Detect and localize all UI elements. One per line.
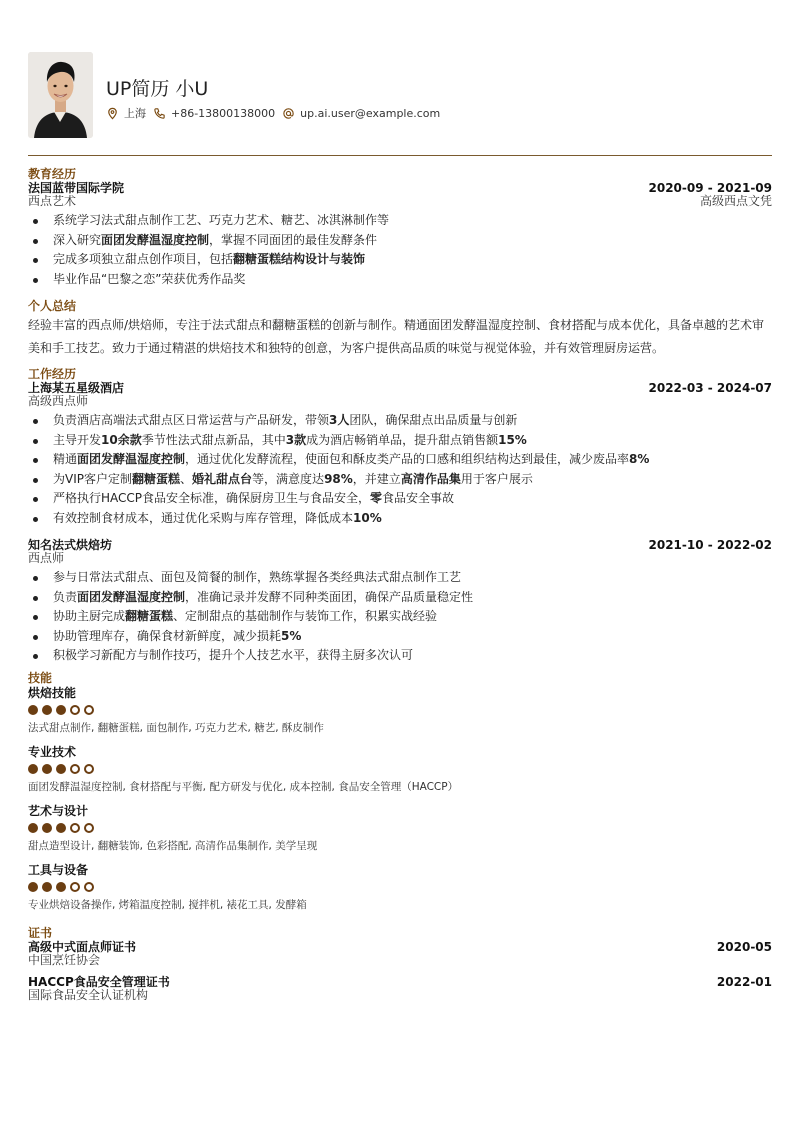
education-head bbox=[28, 181, 772, 195]
text-run: 成为酒店畅销单品，提升甜点销售额 bbox=[306, 432, 499, 447]
skill-name: 艺术与设计 bbox=[28, 804, 89, 818]
job-bullets bbox=[28, 568, 772, 666]
rating-dot-filled bbox=[28, 882, 38, 892]
summary-text: 经验丰富的西点师/烘焙师，专注于法式甜点和翻糖蛋糕的创新与制作。精通面团发酵温湿度控制、食材搭配与成本优化，具备卓越的艺术审美和手工技艺。致力于通过精湛的烘焙技术和独特的创意，为客户提供高品质的味觉与视觉体验，并有效管理厨房运营。 bbox=[28, 318, 765, 355]
rating-dot-empty bbox=[70, 882, 80, 892]
bold-text: 翻糖蛋糕结构设计与装饰 bbox=[233, 252, 366, 266]
rating-dot-filled bbox=[28, 764, 38, 774]
education-dates: 2020-09 - 2021-09 bbox=[648, 181, 772, 195]
text-run: 深入研究 bbox=[53, 232, 102, 247]
skills-title: 技能 bbox=[28, 671, 53, 685]
certificate-head bbox=[28, 940, 772, 954]
bold-text: 5% bbox=[281, 628, 302, 643]
text-run: 等，满意度达 bbox=[252, 471, 325, 486]
at-sign-icon bbox=[282, 107, 295, 120]
text-run: 参与日常法式甜点、面包及简餐的制作，熟练掌握各类经典法式甜点制作工艺 bbox=[53, 570, 462, 584]
job-sub bbox=[28, 552, 772, 565]
list-item bbox=[28, 489, 772, 509]
education-sub bbox=[28, 195, 772, 208]
certificates-title: 证书 bbox=[28, 926, 53, 940]
resume-header bbox=[28, 52, 772, 142]
email-text: up.ai.user@example.com bbox=[300, 106, 441, 120]
skill-rating bbox=[28, 882, 772, 892]
rating-dot-filled bbox=[42, 823, 52, 833]
company-name: 知名法式烘焙坊 bbox=[28, 538, 113, 552]
list-item bbox=[28, 588, 772, 608]
bold-text: 3款 bbox=[285, 432, 307, 447]
certificate-head bbox=[28, 975, 772, 989]
skill-keywords: 甜点造型设计, 翻糖装饰, 色彩搭配, 高清作品集制作, 美学呈现 bbox=[28, 840, 318, 852]
bold-text: 婚礼甜点台 bbox=[192, 471, 253, 486]
text-run: 食品安全事故 bbox=[382, 491, 455, 505]
skills-list bbox=[28, 685, 772, 912]
rating-dot-filled bbox=[56, 882, 66, 892]
education-degree: 高级西点文凭 bbox=[699, 194, 772, 208]
skill-rating bbox=[28, 705, 772, 715]
header-divider bbox=[28, 155, 772, 156]
bold-text: 8% bbox=[629, 452, 650, 466]
text-run: 为VIP客户定制 bbox=[53, 471, 132, 486]
text-run: 严格执行HACCP食品安全标准，确保厨房卫生与食品安全， bbox=[53, 491, 371, 505]
certificate-date: 2022-01 bbox=[716, 975, 772, 989]
text-run: ，并建立 bbox=[352, 471, 401, 486]
rating-dot-filled bbox=[28, 823, 38, 833]
certificate-entry bbox=[28, 940, 772, 967]
text-run: 季节性法式甜点新品，其中 bbox=[141, 432, 286, 447]
school-name: 法国蓝带国际学院 bbox=[28, 181, 125, 195]
education-bullets bbox=[28, 211, 772, 289]
text-run: 负责酒店高端法式甜点区日常运营与产品研发，带领 bbox=[53, 413, 330, 427]
certificate-name: HACCP食品安全管理证书 bbox=[28, 975, 170, 989]
rating-dot-empty bbox=[84, 705, 94, 715]
text-run: 积极学习新配方与制作技巧，提升个人技艺水平，获得主厨多次认可 bbox=[53, 648, 414, 662]
certificate-date: 2020-05 bbox=[716, 940, 772, 954]
location-text: 上海 bbox=[124, 107, 146, 120]
text-run: 主导开发 bbox=[53, 432, 102, 447]
text-run: ，通过优化发酵流程，使面包和酥皮类产品的口感和组织结构达到最佳，减少废品率 bbox=[185, 452, 630, 466]
bold-text: 15% bbox=[498, 432, 527, 447]
contact-location bbox=[106, 105, 146, 121]
text-run: 完成多项独立甜点创作项目，包括 bbox=[53, 252, 234, 266]
rating-dot-filled bbox=[56, 764, 66, 774]
phone-text: +86-13800138000 bbox=[171, 106, 276, 120]
skill-keywords: 面团发酵温湿度控制, 食材搭配与平衡, 配方研发与优化, 成本控制, 食品安全管理（HACCP） bbox=[28, 781, 459, 793]
skill-keywords: 法式甜点制作, 翻糖蛋糕, 面包制作, 巧克力艺术, 糖艺, 酥皮制作 bbox=[28, 722, 324, 734]
bold-text: 面团发酵温湿度控制 bbox=[77, 452, 186, 466]
job-entry bbox=[28, 381, 772, 528]
contact-row bbox=[106, 105, 440, 121]
work-title: 工作经历 bbox=[28, 367, 77, 381]
list-item bbox=[28, 211, 772, 231]
rating-dot-filled bbox=[56, 705, 66, 715]
rating-dot-empty bbox=[70, 705, 80, 715]
job-head bbox=[28, 538, 772, 552]
rating-dot-filled bbox=[42, 882, 52, 892]
contact-email bbox=[282, 107, 440, 120]
education-major: 西点艺术 bbox=[28, 194, 77, 208]
list-item bbox=[28, 231, 772, 251]
list-item bbox=[28, 250, 772, 270]
skills-section bbox=[28, 671, 772, 921]
work-section bbox=[28, 367, 772, 666]
job-sub bbox=[28, 395, 772, 408]
certificate-name: 高级中式面点师证书 bbox=[28, 940, 137, 954]
list-item bbox=[28, 607, 772, 627]
certificate-issuer: 中国烹饪协会 bbox=[28, 953, 101, 967]
job-dates: 2022-03 - 2024-07 bbox=[648, 381, 772, 395]
company-name: 上海某五星级酒店 bbox=[28, 381, 125, 395]
bold-text: 98% bbox=[324, 471, 353, 486]
text-run: 、 bbox=[180, 471, 193, 486]
text-run: 负责 bbox=[53, 589, 78, 604]
bold-text: 翻糖蛋糕 bbox=[132, 471, 181, 486]
education-title: 教育经历 bbox=[28, 167, 77, 181]
text-run: 协助主厨完成 bbox=[53, 609, 126, 623]
candidate-name: UP简历 小U bbox=[106, 78, 209, 100]
skill-rating bbox=[28, 764, 772, 774]
list-item bbox=[28, 411, 772, 431]
job-entry bbox=[28, 538, 772, 666]
bold-text: 翻糖蛋糕 bbox=[125, 609, 174, 623]
rating-dot-empty bbox=[84, 823, 94, 833]
skill-name: 专业技术 bbox=[28, 745, 77, 759]
list-item bbox=[28, 646, 772, 666]
skill-group bbox=[28, 744, 772, 794]
job-role: 高级西点师 bbox=[28, 394, 89, 408]
skill-name: 工具与设备 bbox=[28, 863, 89, 877]
skill-group bbox=[28, 862, 772, 912]
job-head bbox=[28, 381, 772, 395]
certificates-section bbox=[28, 926, 772, 1002]
certificate-sub bbox=[28, 989, 772, 1002]
list-item bbox=[28, 270, 772, 290]
summary-title: 个人总结 bbox=[28, 299, 77, 313]
rating-dot-filled bbox=[28, 705, 38, 715]
rating-dot-empty bbox=[70, 764, 80, 774]
bold-text: 高清作品集 bbox=[400, 471, 461, 486]
bold-text: 零 bbox=[370, 491, 383, 505]
job-role: 西点师 bbox=[28, 551, 65, 565]
skill-keywords: 专业烘焙设备操作, 烤箱温度控制, 搅拌机, 裱花工具, 发酵箱 bbox=[28, 899, 307, 911]
contact-phone bbox=[153, 107, 275, 120]
skill-name: 烘焙技能 bbox=[28, 686, 77, 700]
text-run: 系统学习法式甜点制作工艺、巧克力艺术、糖艺、冰淇淋制作等 bbox=[53, 213, 390, 227]
bold-text: 面团发酵温湿度控制 bbox=[101, 232, 210, 247]
text-run: ，准确记录并发酵不同种类面团，确保产品质量稳定性 bbox=[185, 589, 474, 604]
bold-text: 3人 bbox=[329, 413, 350, 427]
certificate-sub bbox=[28, 954, 772, 967]
rating-dot-empty bbox=[84, 764, 94, 774]
list-item bbox=[28, 568, 772, 588]
text-run: 精通 bbox=[53, 452, 78, 466]
text-run: 用于客户展示 bbox=[460, 471, 533, 486]
text-run: 有效控制食材成本，通过优化采购与库存管理，降低成本 bbox=[53, 510, 354, 525]
text-run: 团队，确保甜点出品质量与创新 bbox=[349, 413, 518, 427]
skill-group bbox=[28, 685, 772, 735]
skill-rating bbox=[28, 823, 772, 833]
bold-text: 10余款 bbox=[101, 432, 142, 447]
phone-icon bbox=[153, 107, 166, 120]
education-section bbox=[28, 167, 772, 289]
list-item bbox=[28, 509, 772, 529]
rating-dot-empty bbox=[84, 882, 94, 892]
list-item bbox=[28, 450, 772, 470]
bold-text: 面团发酵温湿度控制 bbox=[77, 589, 186, 604]
job-dates: 2021-10 - 2022-02 bbox=[648, 538, 772, 552]
certificate-issuer: 国际食品安全认证机构 bbox=[28, 988, 149, 1002]
text-run: 协助管理库存，确保食材新鲜度，减少损耗 bbox=[53, 628, 282, 643]
rating-dot-filled bbox=[42, 705, 52, 715]
rating-dot-filled bbox=[42, 764, 52, 774]
certificate-entry bbox=[28, 975, 772, 1002]
list-item bbox=[28, 627, 772, 647]
text-run: 、定制甜点的基础制作与装饰工作，积累实战经验 bbox=[173, 609, 438, 623]
rating-dot-filled bbox=[56, 823, 66, 833]
text-run: 毕业作品“巴黎之恋”荣获优秀作品奖 bbox=[53, 271, 246, 286]
list-item bbox=[28, 470, 772, 490]
list-item bbox=[28, 431, 772, 451]
job-bullets bbox=[28, 411, 772, 528]
location-pin-icon bbox=[106, 107, 119, 120]
bold-text: 10% bbox=[353, 510, 382, 525]
skill-group bbox=[28, 803, 772, 853]
rating-dot-empty bbox=[70, 823, 80, 833]
summary-section bbox=[28, 299, 772, 360]
text-run: ，掌握不同面团的最佳发酵条件 bbox=[209, 232, 378, 247]
profile-photo bbox=[28, 52, 93, 138]
